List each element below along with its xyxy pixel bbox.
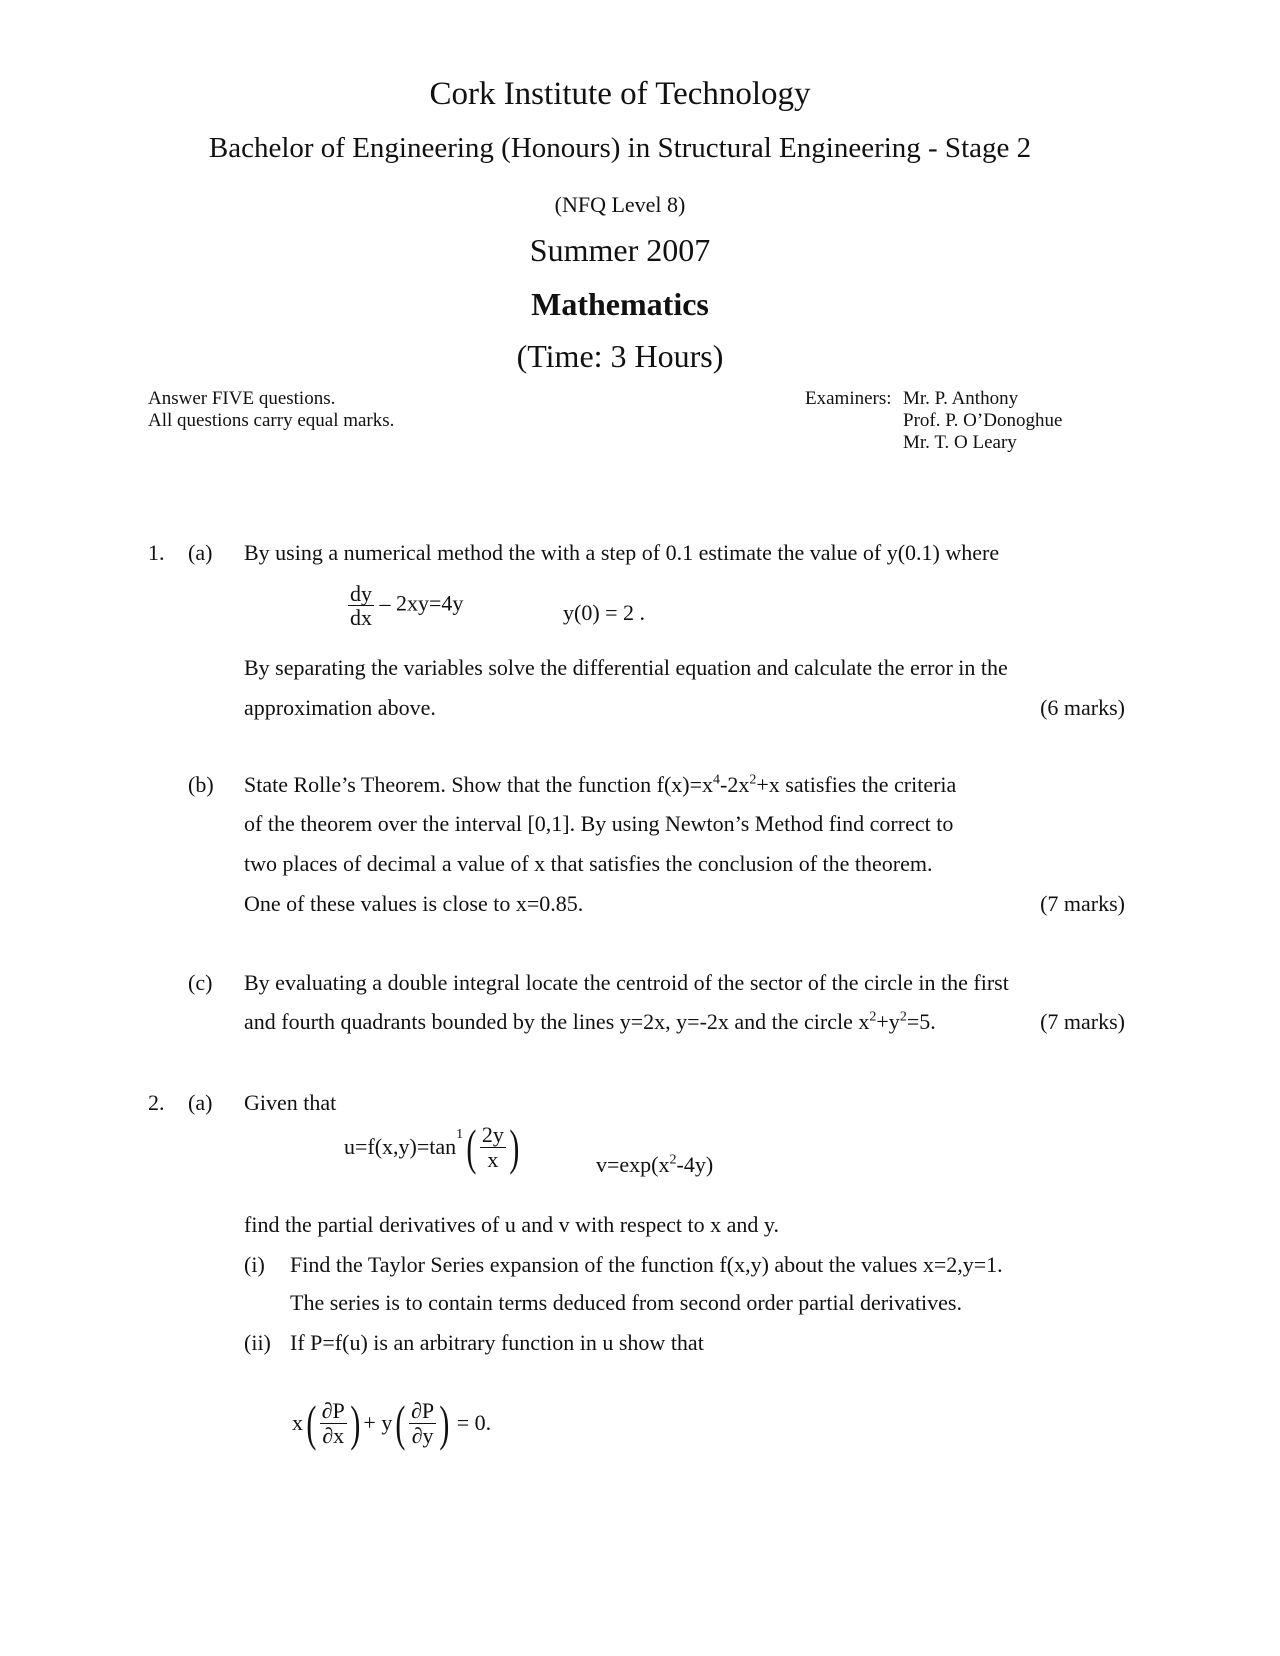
- equation-rest: – 2xy=4y: [379, 590, 464, 616]
- fraction-numerator: dy: [350, 581, 372, 606]
- instruction-line: All questions carry equal marks.: [148, 410, 395, 431]
- fraction-denominator: ∂y: [411, 1422, 434, 1448]
- right-paren: ): [350, 1395, 361, 1451]
- marks: (7 marks): [1040, 891, 1125, 916]
- partial-derivative-equation: [292, 1395, 492, 1451]
- text-fragment: + y: [363, 1410, 393, 1435]
- right-paren: ): [439, 1395, 450, 1451]
- fraction-numerator: ∂P: [411, 1398, 435, 1424]
- marks: (6 marks): [1040, 695, 1125, 720]
- q1c-text: [244, 1009, 936, 1035]
- superscript: 2: [749, 772, 757, 788]
- marks: (7 marks): [1040, 1009, 1125, 1034]
- argument-fraction: [480, 1123, 506, 1170]
- superscript: 1: [456, 1127, 464, 1143]
- text-fragment: +x satisfies the criteria: [756, 772, 957, 797]
- q2a-ii-text: If P=f(u) is an arbitrary function in u show that: [290, 1330, 704, 1355]
- instructions: [148, 388, 394, 432]
- subpart-label: (i): [244, 1252, 265, 1277]
- superscript: 2: [869, 1009, 877, 1025]
- q1a-text: By using a numerical method the with a step of 0.1 estimate the value of y(0.1) where: [244, 540, 1000, 565]
- instruction-line: Answer FIVE questions.: [148, 388, 336, 409]
- text-fragment: x: [292, 1410, 303, 1435]
- examiner-name: Mr. P. Anthony: [903, 388, 1019, 409]
- subject-title: Mathematics: [531, 286, 709, 322]
- text-fragment: and fourth quadrants bounded by the lines y=2x, y=-2x and the circle x: [244, 1009, 870, 1034]
- text-fragment: State Rolle’s Theorem. Show that the function f(x)=x: [244, 772, 714, 797]
- q1a-equation: [348, 582, 463, 629]
- exam-duration: (Time: 3 Hours): [516, 338, 724, 374]
- part-label: (a): [188, 540, 213, 565]
- subpart-label: (ii): [244, 1330, 271, 1355]
- u-definition: [344, 1119, 522, 1175]
- initial-condition: y(0) = 2 .: [563, 600, 646, 625]
- q1b-text: One of these values is close to x=0.85.: [244, 891, 584, 916]
- text-fragment: +y: [876, 1009, 900, 1034]
- part-label: (c): [188, 970, 213, 995]
- q1c-text: By evaluating a double integral locate the centroid of the sector of the circle in the first: [244, 970, 1009, 995]
- examiner-name: Prof. P. O’Donoghue: [903, 410, 1063, 431]
- institute-title: Cork Institute of Technology: [429, 76, 811, 112]
- fraction-denominator: ∂x: [322, 1422, 345, 1448]
- q1a-text: By separating the variables solve the differential equation and calculate the error in the: [244, 655, 1008, 680]
- q1b-text: two places of decimal a value of x that satisfies the conclusion of the theorem.: [244, 851, 933, 876]
- partial-fraction: [320, 1399, 347, 1446]
- examiners-list: [903, 388, 1062, 454]
- left-paren: (: [466, 1119, 477, 1175]
- programme-title: Bachelor of Engineering (Honours) in Structural Engineering - Stage 2: [208, 132, 1032, 164]
- part-label: (b): [188, 772, 214, 797]
- text-fragment: v=exp(x: [596, 1152, 670, 1177]
- text-fragment: u=f(x,y)=tan: [344, 1134, 457, 1159]
- v-definition: [596, 1152, 713, 1178]
- examiner-name: Mr. T. O Leary: [903, 432, 1017, 453]
- q1a-text: approximation above.: [244, 695, 436, 720]
- exam-session: Summer 2007: [529, 232, 711, 268]
- q2a-i-text: Find the Taylor Series expansion of the function f(x,y) about the values x=2,y=1.: [290, 1252, 1003, 1277]
- superscript: 2: [669, 1152, 677, 1168]
- text-fragment: = 0.: [456, 1410, 492, 1435]
- fraction-denominator: dx: [350, 605, 372, 631]
- left-paren: (: [395, 1395, 406, 1451]
- question-number: 2.: [148, 1090, 165, 1115]
- derivative-fraction: [348, 582, 374, 629]
- q2a-text: Given that: [244, 1090, 337, 1115]
- q1b-text: of the theorem over the interval [0,1]. By using Newton’s Method find correct to: [244, 811, 954, 836]
- q2a-text: find the partial derivatives of u and v with respect to x and y.: [244, 1212, 779, 1237]
- part-label: (a): [188, 1090, 213, 1115]
- q1b-text: [244, 772, 956, 798]
- nfq-level: (NFQ Level 8): [554, 192, 686, 217]
- right-paren: ): [509, 1119, 520, 1175]
- superscript: 4: [713, 772, 721, 788]
- text-fragment: =5.: [906, 1009, 936, 1034]
- question-number: 1.: [148, 540, 165, 565]
- partial-fraction: [409, 1399, 436, 1446]
- left-paren: (: [306, 1395, 317, 1451]
- fraction-denominator: x: [487, 1146, 499, 1172]
- text-fragment: -2x: [720, 772, 750, 797]
- examiners-label: Examiners:: [805, 388, 892, 409]
- text-fragment: -4y): [676, 1152, 714, 1177]
- fraction-numerator: 2y: [481, 1122, 504, 1148]
- q2a-i-text: The series is to contain terms deduced from second order partial derivatives.: [290, 1290, 962, 1315]
- fraction-numerator: ∂P: [321, 1398, 345, 1424]
- superscript: 2: [899, 1009, 907, 1025]
